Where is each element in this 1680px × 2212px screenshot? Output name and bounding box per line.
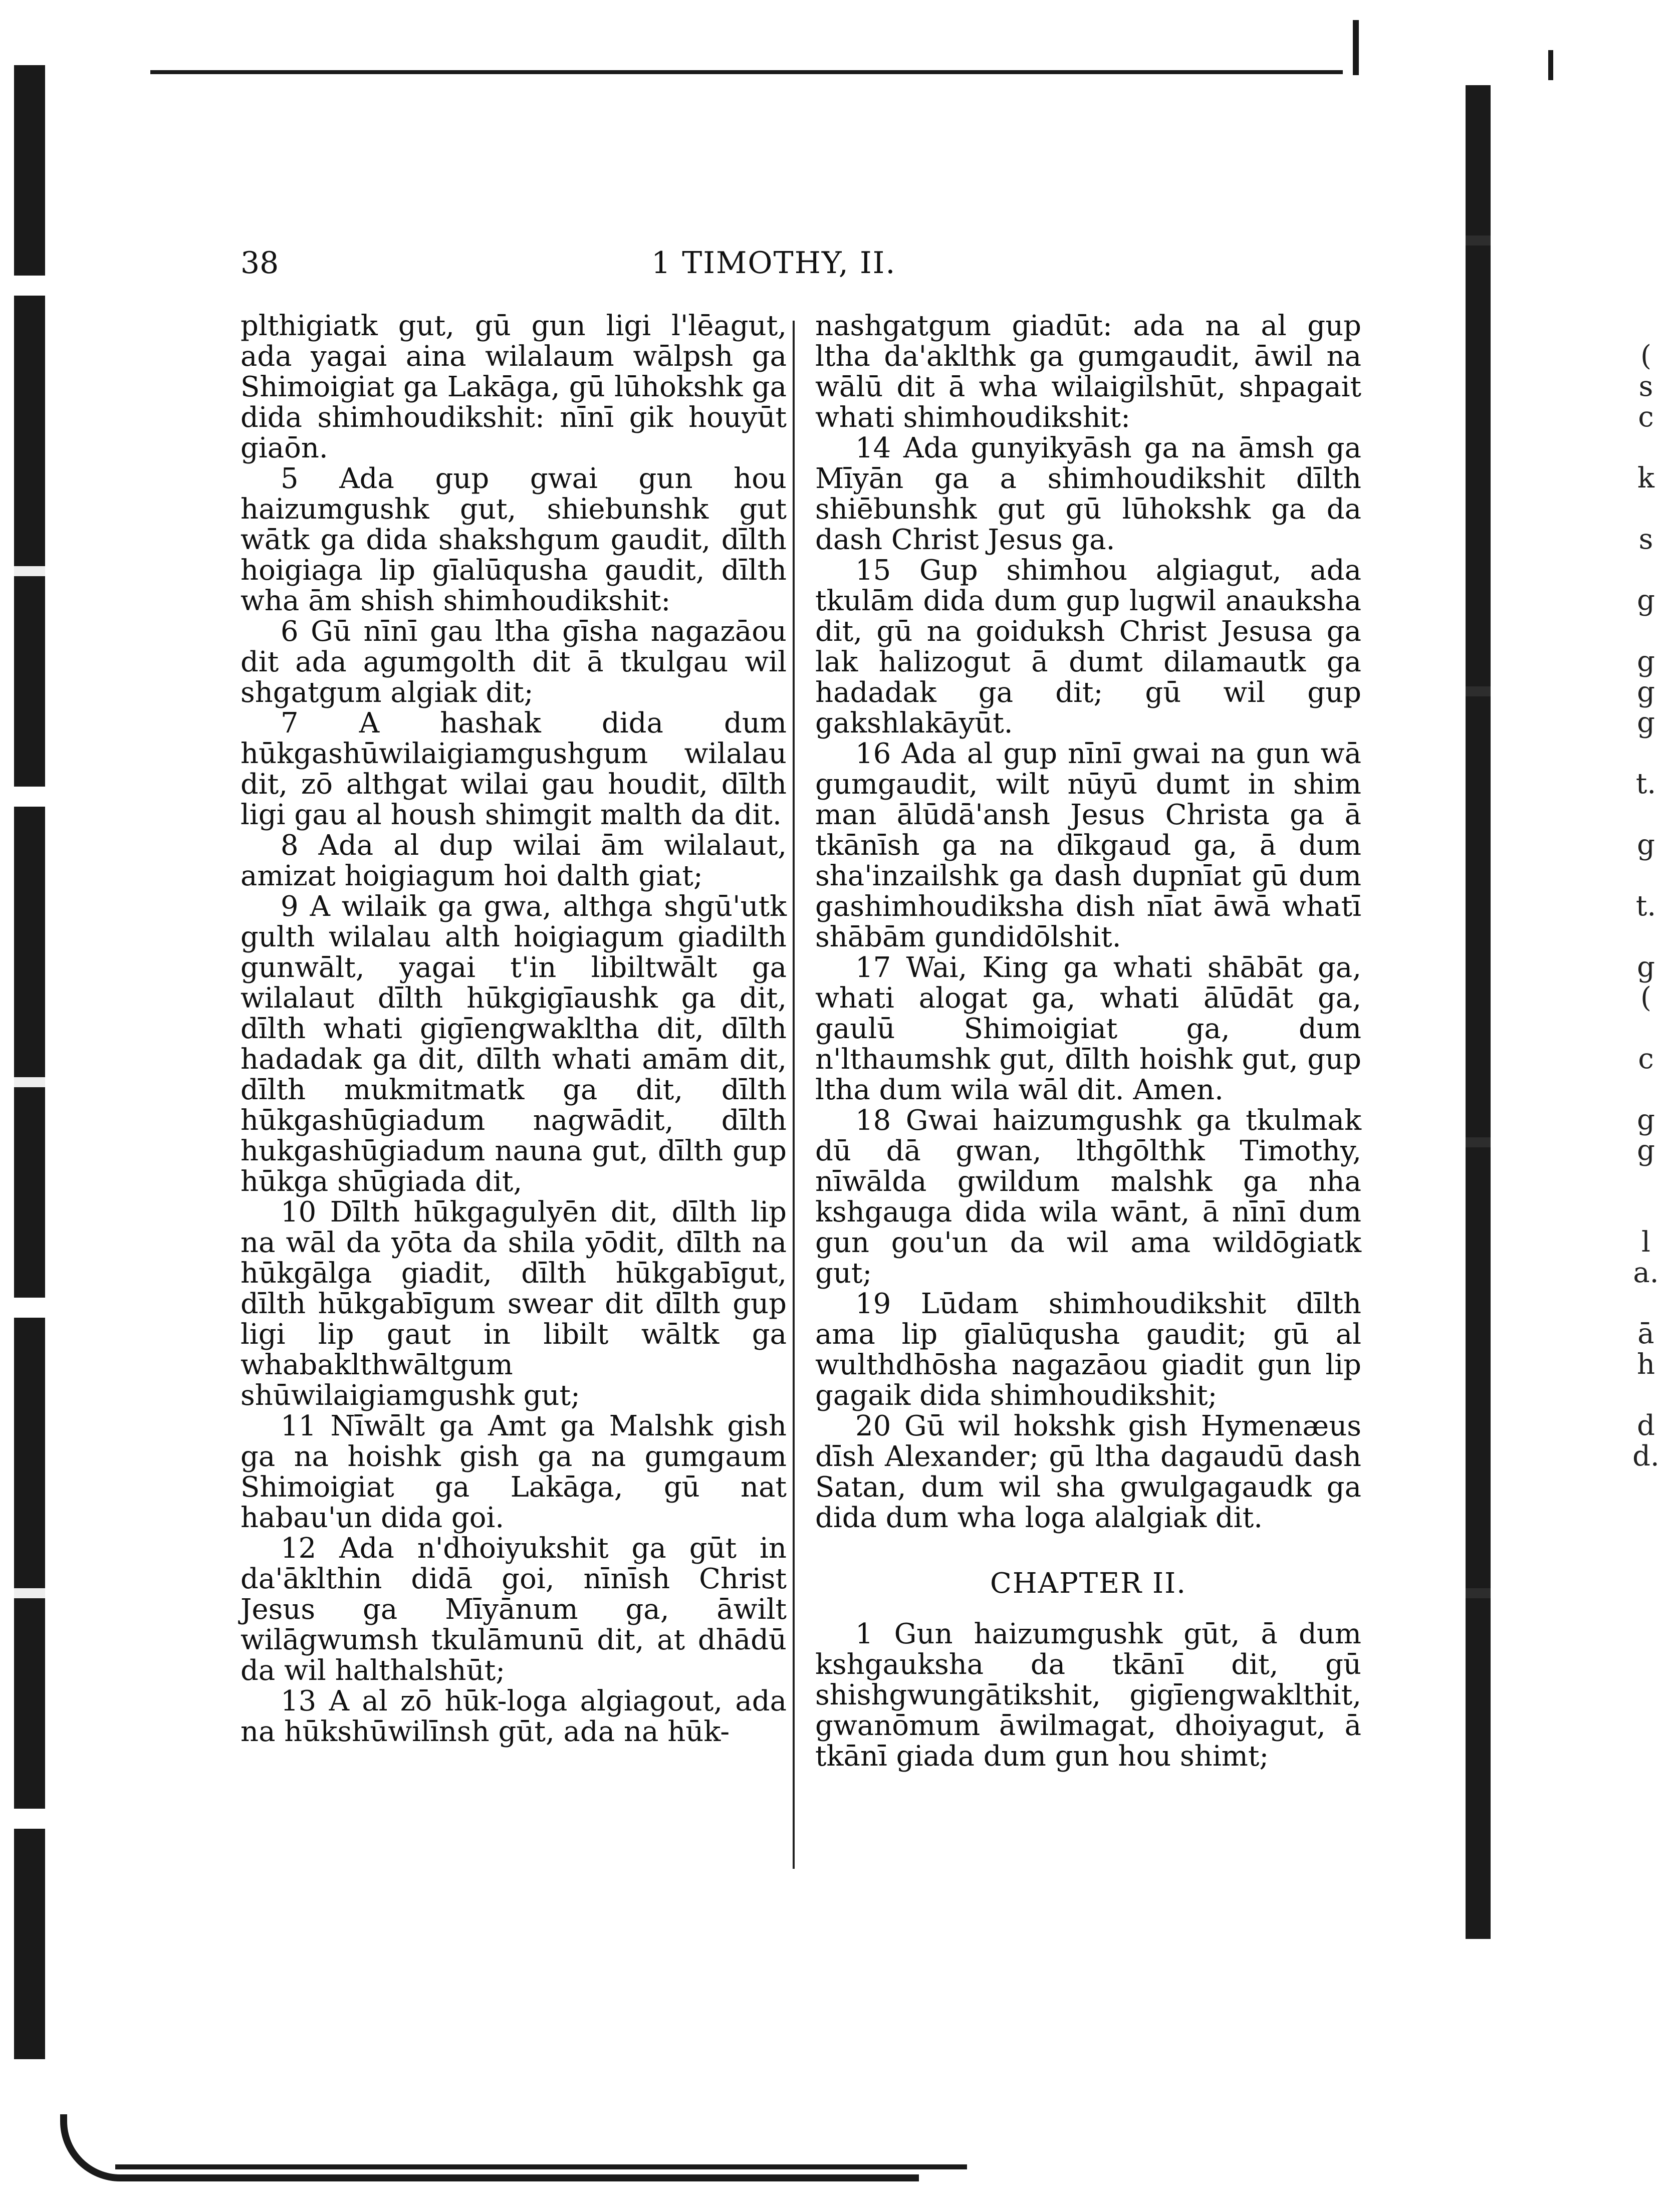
running-head: 1 TIMOTHY, II. [651,245,896,281]
verse-paragraph: 9 A wilaik ga gwa, althga shgū'utk gulth wilalau alth hoigiagum giadilth gunwālt, yagai t'in libiltwālt ga wilalaut dīlth hūkgigīaushk ga dit, dīlth whati gigīengwaklthа dit, dīlth hadadak ga dit, dīlth whati amām dit, dīlth mukmitmatk ga dit, dīlth hūkgashūgiadum nagwādit, dīlth hukgashūgiadum nauna gut, dīlth gup hūkga shūgiada dit, [241,890,787,1198]
verse-paragraph: 14 Ada gunyikyāsh ga na āmsh ga Mīyān ga a shimhoudikshit dīlth shiēbunshk gut gū lūhokshk ga da dash Christ Jesus ga. [815,432,1361,556]
chapter-verses [815,1619,1361,1772]
edge-fragment [1623,1013,1668,1044]
edge-fragment [1623,1074,1668,1105]
edge-fragment [1623,432,1668,463]
edge-fragment [1623,738,1668,769]
edge-fragment [1623,1380,1668,1410]
edge-fragment: t. [1635,890,1656,922]
edge-fragment: k [1637,462,1654,495]
edge-fragment: c [1638,1043,1654,1075]
page-header [241,245,1343,291]
edge-fragment: g [1637,676,1655,708]
scan-top-right-mark-2 [1548,50,1553,80]
right-column [815,311,1361,1772]
edge-fragment: g [1637,1134,1655,1167]
edge-fragment: ā [1637,1318,1654,1350]
verse-paragraph: 6 Gū nīnī gau ltha gīsha nagazāou dit ada agumgolth dit ā tkulgau wil shgatgum algiak dit; [241,615,787,709]
right-column-verses [815,311,1361,1533]
verse-paragraph: 11 Nīwālt ga Amt ga Malshk gish ga na hoishk gish ga na gumgaum Shimoigiat ga Lakāga, gū nat habau'un dida goi. [241,1410,787,1534]
chapter-heading: CHAPTER II. [990,1567,1187,1600]
edge-fragment: c [1638,401,1654,433]
adjacent-page-edge-text [1623,341,1668,1471]
edge-fragment: l [1641,1226,1650,1259]
page-number: 38 [241,245,279,281]
verse-paragraph: 12 Ada n'dhoiyukshit ga gūt in da'āklthin didā goi, nīnīsh Christ Jesus ga Mīyānum ga, āwilt wilāgwumsh tkulāmunū dit, at dhādū da wil halthalshūt; [241,1532,787,1687]
scan-left-edge [14,65,45,2059]
verse-paragraph: 18 Gwai haizumgushk ga tkulmak dū dā gwan, lthgōlthk Timothy, nīwālda gwildum malshk ga nha kshgauga dida wila wānt, ā nīnī dum gun gou'un da wil ama wildōgiatk gut; [815,1104,1361,1290]
verse-paragraph: 17 Wai, King ga whati shābāt ga, whati alogat ga, whati ālūdāt ga, gaulū Shimoigiat ga, dum n'lthaumshk gut, dīlth hoishk gut, gup ltha dum wila wāl dit. Amen. [815,951,1361,1106]
scan-right-binding-bar [1466,85,1491,1939]
verse-paragraph: nashgatgum giadūt: ada na al gup ltha da'aklthk ga gumgaudit, āwil na wālū dit ā wha wilaigilshūt, shpagait whati shimhoudikshit: [815,310,1361,434]
left-column [241,311,787,1747]
verse-paragraph: 19 Lūdam shimhoudikshit dīlth ama lip gīalūqusha gaudit; gū al wulthdhōsha nagazāou giadit gun lip gagaik dida shimhoudikshit; [815,1288,1361,1412]
edge-fragment: ( [1640,340,1651,372]
edge-fragment: d [1637,1409,1655,1442]
scan-bottom-rule [115,2164,967,2169]
verse-paragraph: 7 A hashak dida dum hūkgashūwilaigiamgushgum wilalau dit, zō althgat wilai gau houdit, dīlth ligi gau al housh shimgit malth da dit. [241,707,787,831]
edge-fragment: g [1637,951,1655,984]
verse-paragraph: plthigiatk gut, gū gun ligi l'lēagut, ada yagai aina wilalaum wālpsh ga Shimoigiat ga Lakāga, gū lūhokshk ga dida shimhoudikshit: nīnī gik houyūt giaōn. [241,310,787,464]
edge-fragment: s [1638,523,1653,556]
edge-fragment: g [1637,706,1655,739]
edge-fragment [1623,921,1668,952]
edge-fragment: g [1637,829,1655,861]
edge-fragment [1623,616,1668,646]
edge-fragment: a. [1633,1257,1659,1289]
scan-top-right-mark [1353,20,1359,75]
edge-fragment: g [1637,645,1655,678]
edge-fragment: h [1636,1348,1655,1381]
scan-bottom-curve [60,2114,919,2181]
verse-paragraph: 16 Ada al gup nīnī gwai na gun wā gumgaudit, wilt nūyū dumt in shim man ālūdā'ansh Jesus Christa ga ā tkānīsh ga na dīkgaud ga, ā dum sha'inzailshk ga dash dupnīat gū dum gashimhoudiksha dish nīat āwā whatī shābām gundidōlshit. [815,738,1361,953]
edge-fragment [1623,799,1668,830]
edge-fragment: g [1637,584,1655,617]
edge-fragment [1623,555,1668,585]
edge-fragment: ( [1640,981,1651,1014]
verse-paragraph: 10 Dīlth hūkgagulyēn dit, dīlth lip na wāl da yōta da shila yōdit, dīlth na hūkgālga giadit, dīlth hūkgabīgut, dīlth hūkgabīgum swear dit dīlth gup ligi lip gaut in libilt wāltk ga whabaklthwāltgum shūwilaigiamgushk gut; [241,1196,787,1412]
edge-fragment [1623,1166,1668,1196]
edge-fragment: g [1637,1104,1655,1136]
column-divider [793,321,795,1869]
scan-top-rule [150,70,1343,74]
verse-paragraph: 20 Gū wil hokshk gish Hymenæus dīsh Alexander; gū ltha dagaudū dash Satan, dum wil sha gwulgagaudk ga dida dum wha loga alalgiak dit. [815,1410,1361,1534]
edge-fragment: d. [1632,1440,1659,1472]
edge-fragment: s [1638,370,1653,403]
edge-fragment [1623,1288,1668,1319]
verse-paragraph: 5 Ada gup gwai gun hou haizumgushk gut, shiebunshk gut wātk ga dida shakshgum gaudit, dīlth hoigiaga lip gīalūqusha gaudit, dīlth wha ām shish shimhoudikshit: [241,462,787,617]
edge-fragment [1623,1196,1668,1227]
edge-fragment [1623,860,1668,891]
chapter-verse-paragraph: 1 Gun haizumgushk gūt, ā dum kshgauksha da tkānī dit, gū shishgwungātikshit, gigīengwaklthit, gwanōmum āwilmagat, dhoiyagut, ā tkānī giada dum gun hou shimt; [815,1618,1361,1773]
verse-paragraph: 15 Gup shimhou algiagut, ada tkulām dida dum gup lugwil anauksha dit, gū na goiduksh Christ Jesusa ga lak halizogut ā dumt dilamautk ga hadadak ga dit; gū wil gup gakshlakāyūt. [815,554,1361,740]
verse-paragraph: 13 A al zō hūk-loga algiagout, ada na hūkshūwilīnsh gūt, ada na hūk- [241,1685,787,1748]
verse-paragraph: 8 Ada al dup wilai ām wilalaut, amizat hoigiagum hoi dalth giat; [241,829,787,892]
edge-fragment [1623,494,1668,524]
edge-fragment: t. [1635,768,1656,800]
